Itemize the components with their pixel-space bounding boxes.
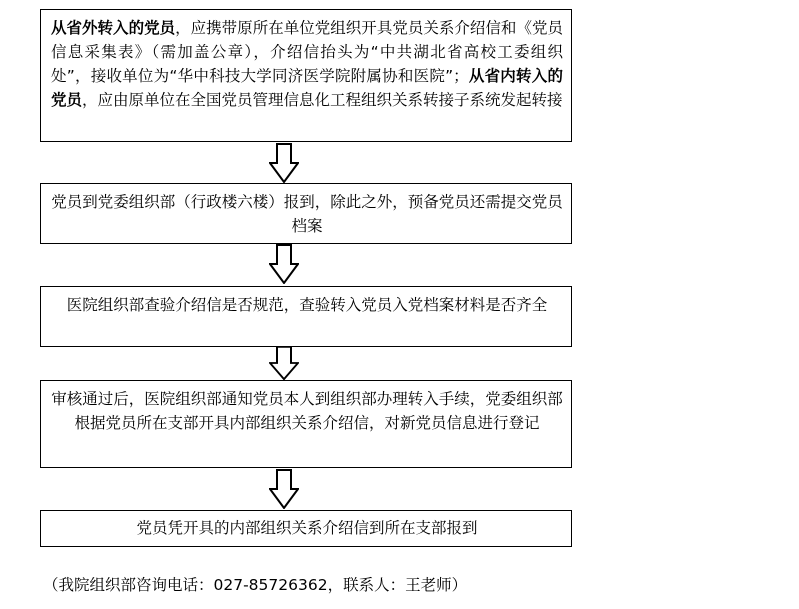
step-1-bold-out-province: 从省外转入的党员 <box>51 19 176 37</box>
step-2-box <box>40 183 572 244</box>
step-4-box <box>40 380 572 468</box>
step-1-text-a: ，应携带原所在单位党组织开具党员关系介绍信和《党员信息采集表》（需加盖公章），介绍信抬头为“中共湖北省高校工委组织处”，接收单位为“华中科技大学同济医学院附属协和医院”； <box>51 19 563 85</box>
step-5-text: 党员凭开具的内部组织关系介绍信到所在支部报到 <box>136 519 478 537</box>
contact-footer: （我院组织部咨询电话：027-85726362，联系人：王老师） <box>43 576 468 594</box>
step-1-text-b: ，应由原单位在全国党员管理信息化工程组织关系转接子系统发起转接 <box>82 91 563 109</box>
down-arrow-icon <box>269 143 299 183</box>
step-5-box <box>40 510 572 547</box>
step-3-text: 医院组织部查验介绍信是否规范，查验转入党员入党档案材料是否齐全 <box>66 296 548 314</box>
step-1-bold-in-province: 从省内转入的党员 <box>51 67 563 109</box>
step-1-text <box>51 16 563 112</box>
down-arrow-icon <box>269 346 299 380</box>
down-arrow-icon <box>269 469 299 509</box>
down-arrow-icon <box>269 244 299 284</box>
step-2-text: 党员到党委组织部（行政楼六楼）报到，除此之外，预备党员还需提交党员档案 <box>51 193 563 235</box>
step-3-box <box>40 286 572 347</box>
step-1-box <box>40 9 572 142</box>
step-4-text: 审核通过后，医院组织部通知党员本人到组织部办理转入手续，党委组织部根据党员所在支部开具内部组织关系介绍信，对新党员信息进行登记 <box>51 390 563 432</box>
